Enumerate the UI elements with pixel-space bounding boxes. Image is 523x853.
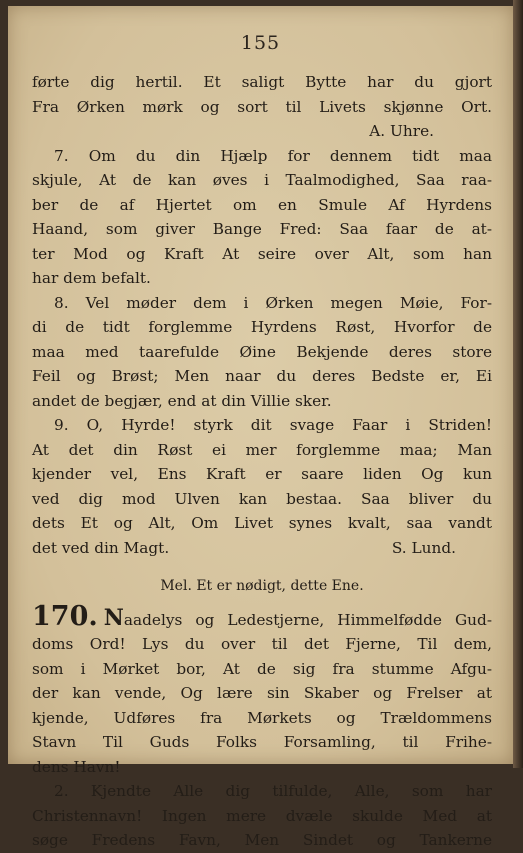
text-line: ter Mod og Kraft At seire over Alt, som han — [32, 244, 492, 263]
text-line: Christennavn! Ingen mere dvæle skulde Med at — [32, 806, 492, 825]
previous-hymn-ending — [32, 70, 492, 119]
text-line: Stavn Til Guds Folks Forsamling, til Frihe- — [32, 733, 492, 751]
verse-9 — [32, 413, 492, 536]
text-line: førte dig hertil. Et saligt Bytte har du gjort — [32, 73, 492, 91]
book-spine-edge — [513, 0, 523, 768]
text-line: 2. Kjendte Alle dig tilfulde, Alle, som har — [54, 782, 492, 800]
page-number: 155 — [240, 32, 281, 54]
author-attribution: A. Uhre. — [369, 122, 434, 140]
hymn-170-first-line — [32, 600, 492, 633]
text-line: ved dig mod Ulven kan bestaa. Saa bliver du — [32, 489, 492, 508]
text-line: dens Havn! — [32, 757, 121, 776]
text-line: 8. Vel møder dem i Ørken megen Møie, For- — [54, 293, 492, 312]
hymn-number: 170. — [32, 600, 98, 632]
text-line: kjender vel, Ens Kraft er saare liden Og kun — [32, 465, 492, 483]
text-line: maa med taarefulde Øine Bekjende deres store — [32, 342, 492, 361]
text-line: søge Fredens Favn, Men Sindet og Tankerne — [32, 831, 492, 849]
text-line: 9. O, Hyrde! styrk dit svage Faar i Striden! — [54, 416, 492, 434]
text-line: Fra Ørken mørk og sort til Livets skjønne Ort. — [32, 97, 492, 116]
text-line: At det din Røst ei mer forglemme maa; Man — [32, 440, 492, 459]
text-line: di de tidt forglemme Hyrdens Røst, Hvorfor de — [32, 318, 492, 336]
text-line: ber de af Hjertet om en Smule Af Hyrdens — [32, 195, 492, 214]
text-line: 7. Om du din Hjælp for dennem tidt maa — [54, 146, 492, 165]
text-line: har dem befalt. — [32, 269, 151, 287]
author-attribution-2: S. Lund. — [391, 538, 456, 557]
verse-8 — [32, 291, 492, 414]
verse-7 — [32, 144, 492, 291]
text-line: dets Et og Alt, Om Livet synes kvalt, saa vandt — [32, 514, 492, 532]
verse-9-closing — [32, 536, 492, 561]
page-body — [32, 70, 492, 853]
text-line: andet de begjær, end at din Villie sker. — [32, 391, 332, 410]
text-line: Feil og Brøst; Men naar du deres Bedste er, Ei — [32, 367, 492, 385]
hymn-170-text — [32, 632, 492, 853]
book-page — [8, 6, 513, 849]
melody-note: Mel. Et er nødigt, dette Ene. — [160, 578, 364, 594]
verse-9-last-line: det ved din Magt. — [32, 538, 170, 557]
hymn-first-line-text: aadelys og Ledestjerne, Himmelfødde Gud- — [123, 610, 492, 629]
text-line: Haand, som giver Bange Fred: Saa faar de at- — [32, 220, 492, 238]
text-line: skjule, At de kan øves i Taalmodighed, Saa raa- — [32, 171, 492, 189]
text-line: som i Mørket bor, At de sig fra stumme Afgu- — [32, 659, 492, 678]
hymn-initial-letter: N — [103, 604, 124, 631]
text-line: doms Ord! Lys du over til det Fjerne, Til dem, — [32, 635, 492, 653]
text-line: kjende, Udføres fra Mørkets og Trældommens — [32, 708, 492, 727]
text-line: der kan vende, Og lære sin Skaber og Frelser at — [32, 684, 492, 702]
